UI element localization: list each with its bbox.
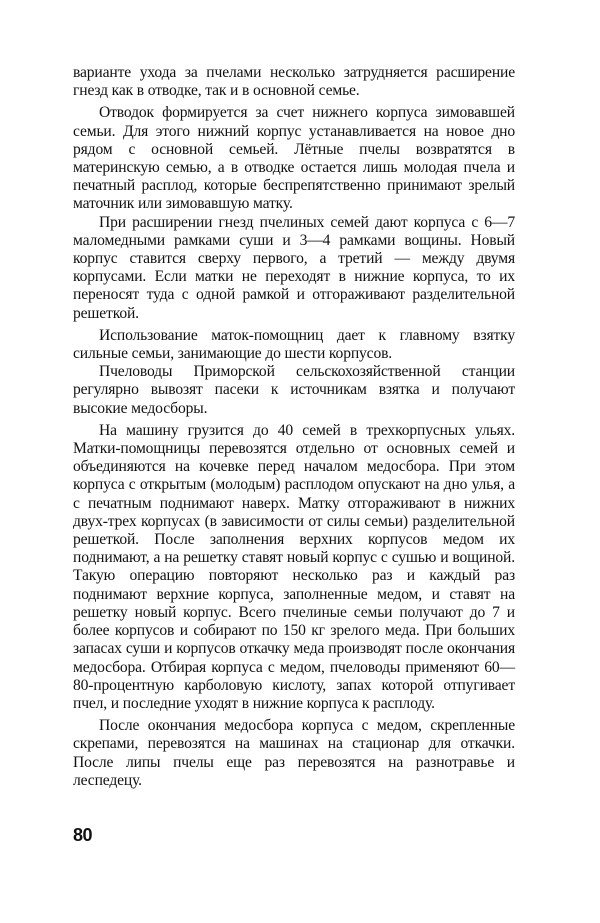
- paragraph-otvodok: Отводок формируется за счет нижнего корпуса зимовавшей семьи. Для этого нижний корпус устанавливается на новое дно рядом с основной семьей. Лётные пчелы возвратятся в материнскую семью, а в отводке остается лишь молодая пчела и печатный расплод, которые беспрепятственно принимают зрелый маточник или зимовавшую матку.: [73, 104, 515, 213]
- paragraph-primorsky-station: Пчеловоды Приморской сельскохозяйственной станции регулярно вывозят пасеки к источникам взятка и получают высокие медосборы.: [73, 363, 515, 417]
- page-number: 80: [73, 825, 93, 845]
- paragraph-after-harvest: После окончания медосбора корпуса с медом, скрепленные скрепами, перевозятся на машинах на стационар для откачки. После липы пчелы еще раз перевозятся на разнотравье и леспедецу.: [73, 717, 515, 789]
- paragraph-transport: На машину грузится до 40 семей в трехкорпусных ульях. Матки-помощницы перевозятся отдельно от основных семей и объединяются на кочевке перед началом медосбора. При этом корпуса с открытым (молодым) расплодом опускают на дно улья, а с печатным поднимают наверх. Матку отгораживают в нижних двух-трех корпусах (в зависимости от силы семьи) разделительной решеткой. После заполнения верхних корпусов медом их поднимают, а на решетку ставят новый корпус с сушью и вощиной. Такую операцию повторяют несколько раз и каждый раз поднимают верхние корпуса, заполненные медом, и ставят на решетку новый корпус. Всего пчелиные семьи получают до 7 и более корпусов и собирают по 150 кг зрелого меда. При больших запасах суши и корпусов откачку меда производят после окончания медосбора. Отбирая корпуса с медом, пчеловоды применяют 60—80-процентную карболовую кислоту, запах которой отпугивает пчел, и последние уходят в нижние корпуса к расплоду.: [73, 421, 515, 712]
- page-body: [73, 64, 515, 794]
- paragraph-continuation: варианте ухода за пчелами несколько затрудняется расширение гнезд как в отводке, так и в основной семье.: [73, 64, 515, 100]
- paragraph-nest-expansion: При расширении гнезд пчелиных семей дают корпуса с 6—7 маломедными рамками суши и 3—4 рамками вощины. Новый корпус ставится сверху первого, а третий — между двумя корпусами. Если матки не переходят в нижние корпуса, то их переносят туда с одной рамкой и отгораживают разделительной решеткой.: [73, 213, 515, 322]
- paragraph-helper-queens: Использование маток-помощниц дает к главному взятку сильные семьи, занимающие до шести корпусов.: [73, 326, 515, 363]
